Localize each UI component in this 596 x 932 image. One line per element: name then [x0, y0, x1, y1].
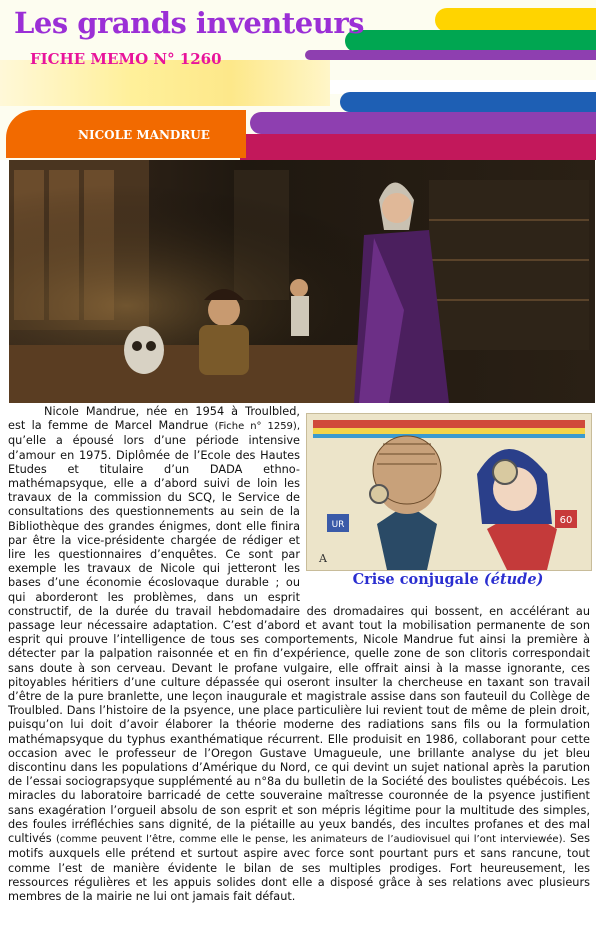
- caption-em: (étude): [483, 571, 544, 588]
- scene-photo: [9, 160, 595, 403]
- ref-2: (comme peuvent l’être, comme elle le pense, les animateurs de l’audiovisuel qui l’ont interviewée).: [55, 834, 566, 846]
- header-banner: [0, 0, 596, 160]
- article-body: [8, 405, 590, 904]
- blue-stripe: [340, 92, 596, 112]
- yellow-stripe: [435, 8, 596, 32]
- inset-figure: [306, 413, 590, 593]
- page-title: Les grands inventeurs: [14, 6, 364, 40]
- para-3: Ses motifs auxquels elle prétend et surtout aspire avec force sont pourtant purs et sans rancune, tout comme l’est de manière évidente le bilan de ses multiples prodiges. Fort heureusement, les ressources régulières et les appuis solides dont elle a disposé grâce à ses relations avec plusieurs membres de la mairie ne lui ont jamais fait défaut.: [8, 832, 590, 903]
- fiche-number: FICHE MEMO N° 1260: [30, 50, 222, 68]
- badge-left: UR: [331, 520, 345, 530]
- green-stripe: [345, 30, 596, 52]
- inset-caption: [306, 573, 590, 587]
- purple-stripe: [250, 112, 596, 134]
- badge-right: 60: [559, 515, 573, 526]
- ref-1: (Fiche n° 1259),: [214, 421, 300, 433]
- scene-illustration: [9, 160, 595, 403]
- inventor-name: NICOLE MANDRUE: [78, 128, 210, 142]
- para-1: Nicole Mandrue, née en 1954 à Troulbled, est la femme de Marcel Mandrue: [8, 405, 300, 433]
- inset-illustration: [306, 413, 592, 571]
- couple-illustration: [307, 414, 591, 570]
- caption-main: Crise conjugale: [352, 571, 479, 588]
- purple-stripe-top: [305, 50, 596, 60]
- para-2: qu’elle a épousé lors d’une période intensive d’amour en 1975. Diplômée de l’Ecole des Hautes Etudes et titulaire d’un DADA ethno-mathémapsyque, elle a d’abord suivi de loin les travaux de la commission du SCQ, le Service de consultations des questionnements au sein de la Bibliothèque des grandes énigmes, dont elle finira par être la vice-présidente chargée de rédiger et lire les questionnaires d’enquêtes. Ce sont par exemple les travaux de Nicole qui jetteront les bases d’une économie écoslovaque durable ; ou qui aborderont les problèmes, dans un esprit constructif, de la durée du travail hebdomadaire des dromadaires qui bossent, en accélérant au passage leur nécessaire adaptation. C’est d’abord et avant tout la mobilisation permanente de son esprit qui prouve l’intelligence de tous ses comportements, Nicole Mandrue fut ainsi la première à détecter par la palpation raisonnée et en fin d’expérience, quelle zone de son clitoris correspondait sans doute à son cerveau. Devant le profane vulgaire, elle offrait ainsi à la masse ignorante, ces pitoyables héritiers d’une culture dépassée qui oseront insulter la chercheuse en taxant son travail d’être de la pure branlette, une leçon inaugurale et magistrale assise dans son fauteuil du Collège de Troulbled. Dans l’histoire de la psyence, une place particulière lui revient tout de même de plein droit, puisqu’on lui doit d’avoir élaborer la théorie moderne des radiations sans fils ou la formulation mathémapsyque du typhus exanthématique récurrent. Elle produisit en 1986, collaborant pour cette occasion avec le professeur de l’Oregon Gustave Umagueule, une brillante analyse du jet bleu discontinu dans les populations d’Amérique du Nord, ce qui devint un sujet national après la parution de l’essai sociograpsyque supplémenté au n°8a du bulletin de la Société des boulistes québécois. Les miracles du laboratoire barricadé de cette souveraine maîtresse couronnée de la psyence justifient sans exagération l’orgueil absolu de son esprit et son mépris légitime pour la multitude des simples, des foules irréfléchies sans dignité, de la piétaille au yeux bandés, des incultes profanes et des mal cultivés: [8, 434, 590, 846]
- corner-letter: A: [319, 552, 327, 565]
- crimson-stripe: [240, 134, 596, 160]
